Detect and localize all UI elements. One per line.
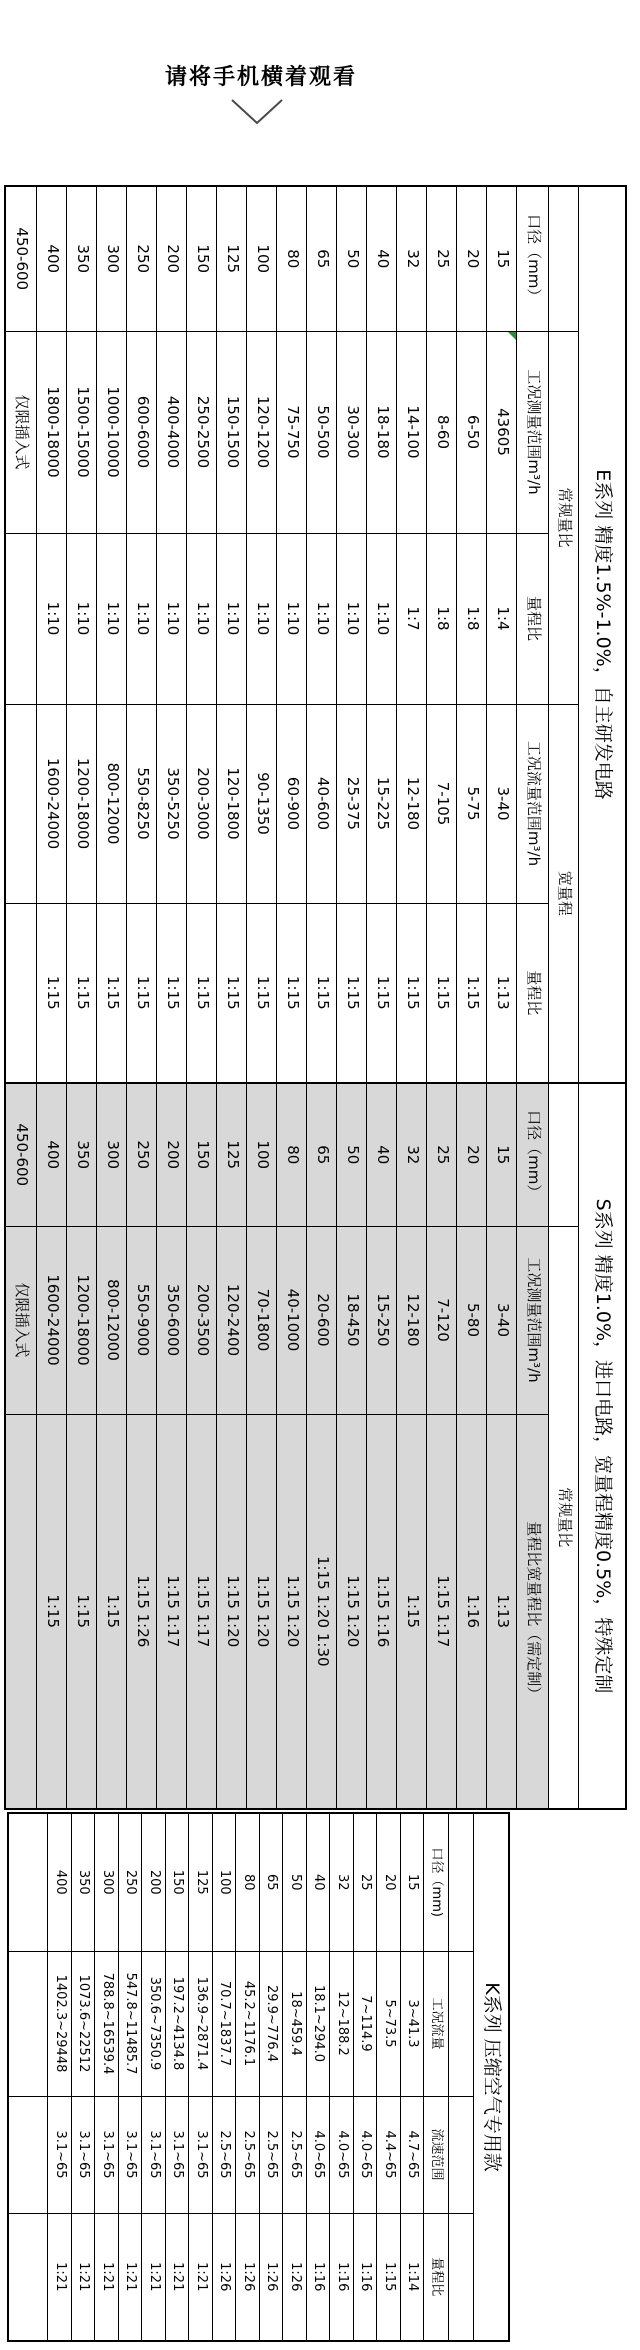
table-row (427, 1083, 457, 1809)
table-cell: 400 (37, 186, 67, 331)
table-cell: 60-900 (277, 704, 307, 903)
table-cell: 45.2~1176.1 (236, 1951, 260, 2096)
table-cell: 150 (187, 1083, 217, 1226)
table-row (457, 1083, 487, 1809)
table-row (67, 1083, 97, 1809)
table-cell: 1:21 (142, 2213, 166, 2341)
table-cell: 1402.3~29448 (48, 1951, 72, 2096)
table-row (377, 1813, 401, 2341)
table-cell: 1:15 (67, 1414, 97, 1809)
table-row (247, 186, 277, 1083)
table-cell: 120-2400 (217, 1226, 247, 1414)
table-cell: 1:15 (97, 1414, 127, 1809)
table-cell: 1:15 (367, 903, 397, 1083)
table-cell: 90-1350 (247, 704, 277, 903)
table-cell: 65 (260, 1813, 284, 1951)
table-cell: 18.1~294.0 (307, 1951, 331, 2096)
table-row (187, 186, 217, 1083)
table-cell: 600-6000 (127, 331, 157, 533)
table-row (5, 1083, 37, 1809)
table-cell: 5-75 (457, 704, 487, 903)
table-cell: 136.9~2871.4 (189, 1951, 213, 2096)
table-cell: 80 (277, 1083, 307, 1226)
group-header: 常规量比 (549, 1226, 579, 1809)
table-cell: 1:10 (187, 533, 217, 704)
group-header (449, 1951, 474, 2096)
table-cell: 3.1~65 (72, 2096, 96, 2213)
table-cell: 350-6000 (157, 1226, 187, 1414)
table-cell: 1:7 (397, 533, 427, 704)
table-cell: 1:26 (213, 2213, 237, 2341)
table-cell: 20 (457, 1083, 487, 1226)
table-row (367, 186, 397, 1083)
table-cell: 1:15 (127, 903, 157, 1083)
table-row (427, 186, 457, 1083)
table-cell: 1:15 1:26 (127, 1414, 157, 1809)
table-cell: 40 (367, 186, 397, 331)
table-cell: 300 (95, 1813, 119, 1951)
table-cell: 70-1800 (247, 1226, 277, 1414)
table-cell: 1:15 (457, 903, 487, 1083)
table-cell: 1:16 (307, 2213, 331, 2341)
table-cell: 400 (48, 1813, 72, 1951)
table-row (72, 1813, 96, 2341)
table-row (5, 186, 37, 1083)
table-cell (5, 704, 37, 903)
table-cell: 3.1~65 (48, 2096, 72, 2213)
table-cell: 18-180 (367, 331, 397, 533)
column-header: 工况测量范围m³/h (517, 1226, 549, 1414)
table-cell (5, 533, 37, 704)
table-cell: 仅限插入式 (5, 1226, 37, 1414)
column-header: 量程比 (424, 2213, 449, 2341)
table-cell: 50 (337, 186, 367, 331)
table-cell: 3.1~65 (142, 2096, 166, 2213)
table-row (283, 1813, 307, 2341)
table-cell: 1:15 (337, 903, 367, 1083)
table-cell: 15 (401, 1813, 425, 1951)
table-cell: 3-40 (487, 1226, 517, 1414)
table-row (142, 1813, 166, 2341)
table-cell: 200 (157, 186, 187, 331)
table-row (367, 1083, 397, 1809)
group-header (449, 1813, 474, 1951)
table-cell: 4.7~65 (401, 2096, 425, 2213)
table-cell: 1:15 (397, 903, 427, 1083)
table-row (157, 186, 187, 1083)
table-row (457, 186, 487, 1083)
column-header: 流速范围 (424, 2096, 449, 2213)
table-row (166, 1813, 190, 2341)
table-cell: 15 (487, 186, 517, 331)
table-cell: 18-450 (337, 1226, 367, 1414)
table-row (97, 1083, 127, 1809)
table-cell: 1:16 (457, 1414, 487, 1809)
table-cell: 350 (67, 186, 97, 331)
table-cell: 3.1~65 (189, 2096, 213, 2213)
sheet-e-series (4, 185, 627, 1084)
table-row (247, 1083, 277, 1809)
column-header: 工况测量范围m³/h (517, 331, 549, 533)
table-cell: 6-50 (457, 331, 487, 533)
table-cell: 250 (127, 186, 157, 331)
table-cell: 12~188.2 (330, 1951, 354, 2096)
table-cell: 1:15 (427, 903, 457, 1083)
table-cell: 40 (307, 1813, 331, 1951)
table-cell: 12-180 (397, 704, 427, 903)
table-row (397, 186, 427, 1083)
table-cell: 80 (236, 1813, 260, 1951)
table-cell: 1:15 1:20 (217, 1414, 247, 1809)
table-cell (8, 2096, 48, 2213)
table-cell: 50-500 (307, 331, 337, 533)
table-cell: 15-225 (367, 704, 397, 903)
column-header: 工况流量范围m³/h (517, 704, 549, 903)
table-cell: 20-600 (307, 1226, 337, 1414)
table-cell: 1:10 (247, 533, 277, 704)
table-cell: 4.0~65 (307, 2096, 331, 2213)
group-header (449, 2096, 474, 2213)
table-cell: 100 (213, 1813, 237, 1951)
table-cell: 1:15 (247, 903, 277, 1083)
table-cell: 40-1000 (277, 1226, 307, 1414)
group-header (549, 1083, 579, 1226)
table-cell: 400-4000 (157, 331, 187, 533)
table-row (277, 186, 307, 1083)
table-cell: 3-40 (487, 704, 517, 903)
table-row (487, 186, 517, 1083)
table-cell: 250-2500 (187, 331, 217, 533)
table-cell: 1600-24000 (37, 1226, 67, 1414)
table-cell (5, 1414, 37, 1809)
table-cell: 547.8~11485.7 (119, 1951, 143, 2096)
table-cell: 1:21 (189, 2213, 213, 2341)
table-row (127, 186, 157, 1083)
table-cell: 250 (119, 1813, 143, 1951)
table-cell: 1:15 1:20 (247, 1414, 277, 1809)
table-cell: 120-1800 (217, 704, 247, 903)
table-cell: 1:10 (127, 533, 157, 704)
table-cell: 1:15 1:17 (187, 1414, 217, 1809)
table-cell: 1:21 (166, 2213, 190, 2341)
table-cell: 1:15 (277, 903, 307, 1083)
table-row (189, 1813, 213, 2341)
table-cell: 15-250 (367, 1226, 397, 1414)
column-header: 量程比 (517, 903, 549, 1083)
table-cell: 2.5~65 (283, 2096, 307, 2213)
table-cell: 1:13 (487, 1414, 517, 1809)
table-row (187, 1083, 217, 1809)
table-cell: 1:10 (37, 533, 67, 704)
table-row (97, 186, 127, 1083)
table-cell: 1:21 (119, 2213, 143, 2341)
table-cell: 仅限插入式 (5, 331, 37, 533)
table-cell: 75-750 (277, 331, 307, 533)
sheet-k-series (7, 1812, 510, 2342)
table-cell: 7-105 (427, 704, 457, 903)
table-cell: 1:26 (283, 2213, 307, 2341)
table-cell: 800-12000 (97, 1226, 127, 1414)
group-header (549, 186, 579, 331)
table-cell: 1:10 (157, 533, 187, 704)
table-cell: 200 (157, 1083, 187, 1226)
table-cell: 14-100 (397, 331, 427, 533)
table-row (67, 186, 97, 1083)
table-title: K系列 压缩空气专用款 (474, 1813, 509, 2341)
table-cell: 125 (217, 1083, 247, 1226)
table-cell: 1:15 (67, 903, 97, 1083)
table-cell: 1:10 (217, 533, 247, 704)
column-header: 量程比 (517, 533, 549, 704)
table-cell: 350.6~7350.9 (142, 1951, 166, 2096)
table-cell: 32 (330, 1813, 354, 1951)
table-cell: 1073.6~22512 (72, 1951, 96, 2096)
group-header: 常规量比 (549, 331, 579, 704)
table-cell: 3.1~65 (166, 2096, 190, 2213)
table-cell: 1:15 1:20 (337, 1414, 367, 1809)
excel-error-triangle-icon (509, 332, 517, 340)
table-cell: 32 (397, 186, 427, 331)
table-cell: 1:4 (487, 533, 517, 704)
table-cell: 1:15 (157, 903, 187, 1083)
table-cell: 400 (37, 1083, 67, 1226)
table-cell: 350 (72, 1813, 96, 1951)
table-cell: 43605 (487, 331, 517, 533)
column-header: 工况流量 (424, 1951, 449, 2096)
group-header (449, 2213, 474, 2341)
table-row (330, 1813, 354, 2341)
table-cell: 25 (354, 1813, 378, 1951)
table-cell: 30-300 (337, 331, 367, 533)
table-row (119, 1813, 143, 2341)
table-row (217, 1083, 247, 1809)
table-cell: 29.9~776.4 (260, 1951, 284, 2096)
table-cell: 1:15 (97, 903, 127, 1083)
table-row (307, 186, 337, 1083)
table-row (37, 1083, 67, 1809)
table-cell: 1:16 (354, 2213, 378, 2341)
table-cell: 1:8 (457, 533, 487, 704)
table-cell: 1:15 1:20 1:30 (307, 1414, 337, 1809)
column-header: 口径（mm） (517, 1083, 549, 1226)
table-cell: 15 (487, 1083, 517, 1226)
table-row (37, 186, 67, 1083)
table-cell: 70.7~1837.7 (213, 1951, 237, 2096)
table-cell: 1:26 (236, 2213, 260, 2341)
table-cell: 1:15 1:20 (277, 1414, 307, 1809)
table-cell: 65 (307, 1083, 337, 1226)
table-cell: 3.1~65 (95, 2096, 119, 2213)
table-cell: 1:15 (217, 903, 247, 1083)
column-header: 量程比宽量程比（需定制） (517, 1414, 549, 1809)
table-cell: 1:15 (377, 2213, 401, 2341)
table-cell (8, 2213, 48, 2341)
table-cell: 80 (277, 186, 307, 331)
table-cell: 25 (427, 1083, 457, 1226)
table-title: E系列 精度1.5%-1.0%，自主研发电路 (579, 186, 626, 1083)
table-cell: 125 (189, 1813, 213, 1951)
table-cell: 150-1500 (217, 331, 247, 533)
table-cell: 1200-18000 (67, 704, 97, 903)
table-cell: 4.0~65 (330, 2096, 354, 2213)
table-cell: 4.4~65 (377, 2096, 401, 2213)
table-cell: 18~459.4 (283, 1951, 307, 2096)
table-cell: 50 (337, 1083, 367, 1226)
table-cell: 1:15 1:17 (157, 1414, 187, 1809)
table-cell: 1:26 (260, 2213, 284, 2341)
table-cell: 550-9000 (127, 1226, 157, 1414)
table-row (48, 1813, 72, 2341)
table-row (213, 1813, 237, 2341)
spec-table-s-series (6, 1082, 627, 1808)
table-cell: 2.5~65 (213, 2096, 237, 2213)
table-row (397, 1083, 427, 1809)
table-cell: 3~41.3 (401, 1951, 425, 2096)
table-row (487, 1083, 517, 1809)
table-cell: 12-180 (397, 1226, 427, 1414)
table-cell: 450-600 (5, 186, 37, 331)
table-cell: 1:15 1:16 (367, 1414, 397, 1809)
table-cell: 120-1200 (247, 331, 277, 533)
table-cell: 200 (142, 1813, 166, 1951)
table-cell: 1:13 (487, 903, 517, 1083)
table-row (307, 1083, 337, 1809)
table-cell: 2.5~65 (236, 2096, 260, 2213)
table-cell: 1:15 (397, 1414, 427, 1809)
table-row (8, 1813, 48, 2341)
table-row (337, 1083, 367, 1809)
table-cell: 1:10 (277, 533, 307, 704)
table-cell: 1:14 (401, 2213, 425, 2341)
chevron-down-icon (227, 96, 287, 128)
table-cell: 300 (97, 186, 127, 331)
table-row (127, 1083, 157, 1809)
table-cell: 25 (427, 186, 457, 331)
table-cell: 20 (377, 1813, 401, 1951)
table-row (337, 186, 367, 1083)
table-cell: 1800-18000 (37, 331, 67, 533)
group-header: 宽量程 (549, 704, 579, 1083)
table-cell: 100 (247, 1083, 277, 1226)
table-cell: 4.0~65 (354, 2096, 378, 2213)
table-cell: 550-8250 (127, 704, 157, 903)
table-row (401, 1813, 425, 2341)
table-cell: 300 (97, 1083, 127, 1226)
table-cell: 150 (166, 1813, 190, 1951)
spec-table-e-series (6, 185, 627, 1082)
table-row (95, 1813, 119, 2341)
table-cell: 1:10 (337, 533, 367, 704)
table-cell: 1:15 (37, 1414, 67, 1809)
table-cell: 1:15 (307, 903, 337, 1083)
table-row (277, 1083, 307, 1809)
table-cell (8, 1813, 48, 1951)
table-cell: 1:10 (67, 533, 97, 704)
table-cell: 2.5~65 (260, 2096, 284, 2213)
table-row (236, 1813, 260, 2341)
table-cell: 197.2~4134.8 (166, 1951, 190, 2096)
table-cell: 350 (67, 1083, 97, 1226)
table-cell: 1:15 (37, 903, 67, 1083)
table-cell: 1:21 (48, 2213, 72, 2341)
table-cell: 40-600 (307, 704, 337, 903)
table-cell: 5-80 (457, 1226, 487, 1414)
table-row (307, 1813, 331, 2341)
table-cell: 1600-24000 (37, 704, 67, 903)
table-cell: 25-375 (337, 704, 367, 903)
table-cell: 788.8~16539.4 (95, 1951, 119, 2096)
table-cell: 7-120 (427, 1226, 457, 1414)
table-cell: 7~114.9 (354, 1951, 378, 2096)
column-header: 口径（mm) (424, 1813, 449, 1951)
table-title: S系列 精度1.0%，进口电路，宽量程精度0.5%，特殊定制 (579, 1083, 626, 1809)
spec-table-k-series (8, 1812, 510, 2340)
table-cell: 20 (457, 186, 487, 331)
table-cell: 1:15 1:17 (427, 1414, 457, 1809)
table-row (217, 186, 247, 1083)
table-cell: 1:16 (330, 2213, 354, 2341)
table-cell: 800-12000 (97, 704, 127, 903)
table-cell: 1:8 (427, 533, 457, 704)
column-header: 口径（mm） (517, 186, 549, 331)
table-cell: 5~73.5 (377, 1951, 401, 2096)
table-cell (8, 1951, 48, 2096)
table-cell: 250 (127, 1083, 157, 1226)
table-cell: 200-3500 (187, 1226, 217, 1414)
table-cell: 40 (367, 1083, 397, 1226)
table-cell: 125 (217, 186, 247, 331)
sheet-s-series (4, 1082, 627, 1810)
table-cell: 450-600 (5, 1083, 37, 1226)
table-cell: 1:21 (95, 2213, 119, 2341)
table-cell: 8-60 (427, 331, 457, 533)
table-cell: 1500-15000 (67, 331, 97, 533)
table-cell: 1000-10000 (97, 331, 127, 533)
table-cell: 1:10 (367, 533, 397, 704)
table-row (354, 1813, 378, 2341)
table-cell: 32 (397, 1083, 427, 1226)
table-cell: 1:15 (187, 903, 217, 1083)
table-cell: 200-3000 (187, 704, 217, 903)
orientation-notice: 请将手机横着观看 (164, 65, 358, 90)
table-cell (5, 903, 37, 1083)
table-row (157, 1083, 187, 1809)
table-cell: 3.1~65 (119, 2096, 143, 2213)
table-cell: 50 (283, 1813, 307, 1951)
table-row (260, 1813, 284, 2341)
table-cell: 1:10 (97, 533, 127, 704)
table-cell: 100 (247, 186, 277, 331)
table-cell: 1:10 (307, 533, 337, 704)
table-cell: 1200-18000 (67, 1226, 97, 1414)
table-cell: 150 (187, 186, 217, 331)
table-cell: 65 (307, 186, 337, 331)
table-cell: 350-5250 (157, 704, 187, 903)
table-cell: 1:21 (72, 2213, 96, 2341)
